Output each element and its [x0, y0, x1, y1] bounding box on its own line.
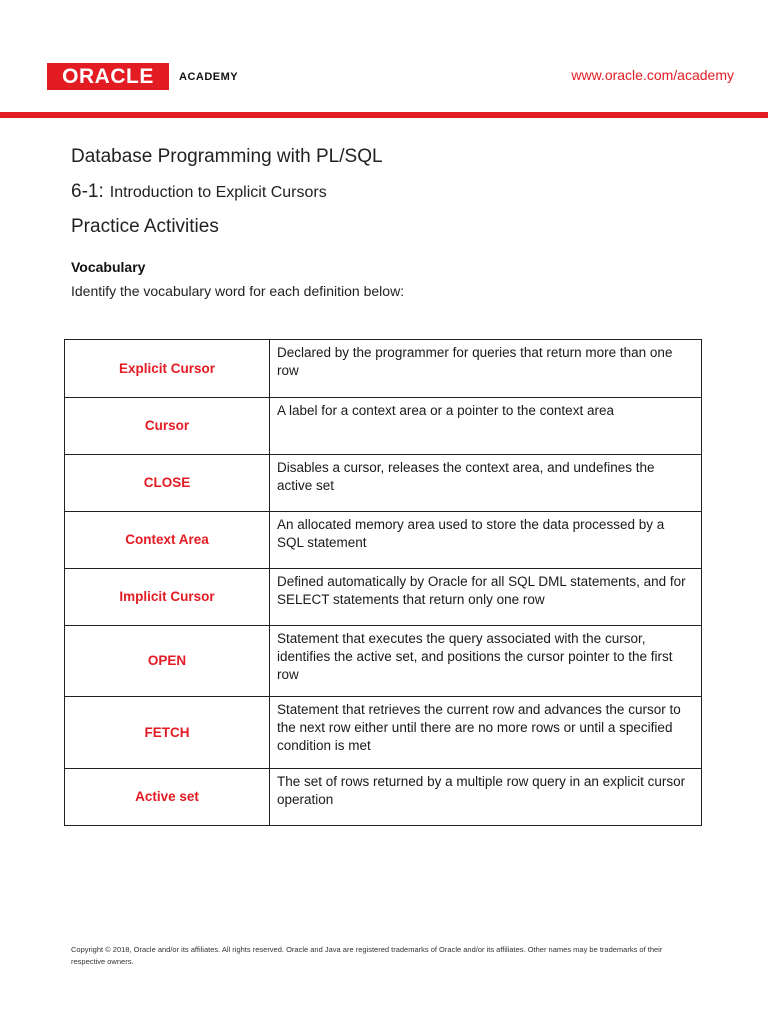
vocab-definition: A label for a context area or a pointer to the context area: [270, 398, 702, 455]
vocabulary-table: [64, 339, 702, 826]
oracle-logo: [47, 63, 169, 90]
header-divider: [0, 112, 768, 118]
vocab-term: Cursor: [65, 398, 270, 455]
table-row: [65, 769, 702, 826]
vocab-definition: Disables a cursor, releases the context area, and undefines the active set: [270, 455, 702, 512]
table-row: [65, 340, 702, 398]
page-header: [0, 0, 768, 118]
vocab-definition: Declared by the programmer for queries that return more than one row: [270, 340, 702, 398]
lesson-heading: [71, 181, 327, 203]
vocab-term: Implicit Cursor: [65, 569, 270, 626]
vocab-term: OPEN: [65, 626, 270, 697]
table-row: [65, 697, 702, 769]
vocabulary-heading: Vocabulary: [71, 259, 146, 275]
vocab-term: CLOSE: [65, 455, 270, 512]
table-row: [65, 626, 702, 697]
vocab-definition: An allocated memory area used to store the data processed by a SQL statement: [270, 512, 702, 569]
vocab-definition: Defined automatically by Oracle for all SQL DML statements, and for SELECT statements that return only one row: [270, 569, 702, 626]
vocab-definition: The set of rows returned by a multiple row query in an explicit cursor operation: [270, 769, 702, 826]
logo-text: ORACLE: [62, 65, 154, 88]
table-row: [65, 512, 702, 569]
vocab-term: Context Area: [65, 512, 270, 569]
academy-website-link[interactable]: www.oracle.com/academy: [571, 67, 734, 83]
logo-academy-label: ACADEMY: [179, 71, 239, 83]
section-title: Practice Activities: [71, 216, 219, 237]
vocab-definition: Statement that retrieves the current row and advances the cursor to the next row either until there are no more rows or until a specified condition is met: [270, 697, 702, 769]
vocab-term: Active set: [65, 769, 270, 826]
course-title: Database Programming with PL/SQL: [71, 146, 383, 167]
vocab-term: Explicit Cursor: [65, 340, 270, 398]
lesson-name: Introduction to Explicit Cursors: [109, 184, 327, 201]
instructions-text: Identify the vocabulary word for each definition below:: [71, 283, 405, 299]
table-row: [65, 569, 702, 626]
copyright-footer: Copyright © 2018, Oracle and/or its affiliates. All rights reserved. Oracle and Java are registered trademarks of Oracle and/or its affiliates. Other names may be trademarks of their respective owners.: [71, 945, 663, 966]
vocab-term: FETCH: [65, 697, 270, 769]
table-row: [65, 398, 702, 455]
table-row: [65, 455, 702, 512]
lesson-number: 6-1:: [71, 181, 104, 202]
vocab-definition: Statement that executes the query associated with the cursor, identifies the active set, and positions the cursor pointer to the first row: [270, 626, 702, 697]
